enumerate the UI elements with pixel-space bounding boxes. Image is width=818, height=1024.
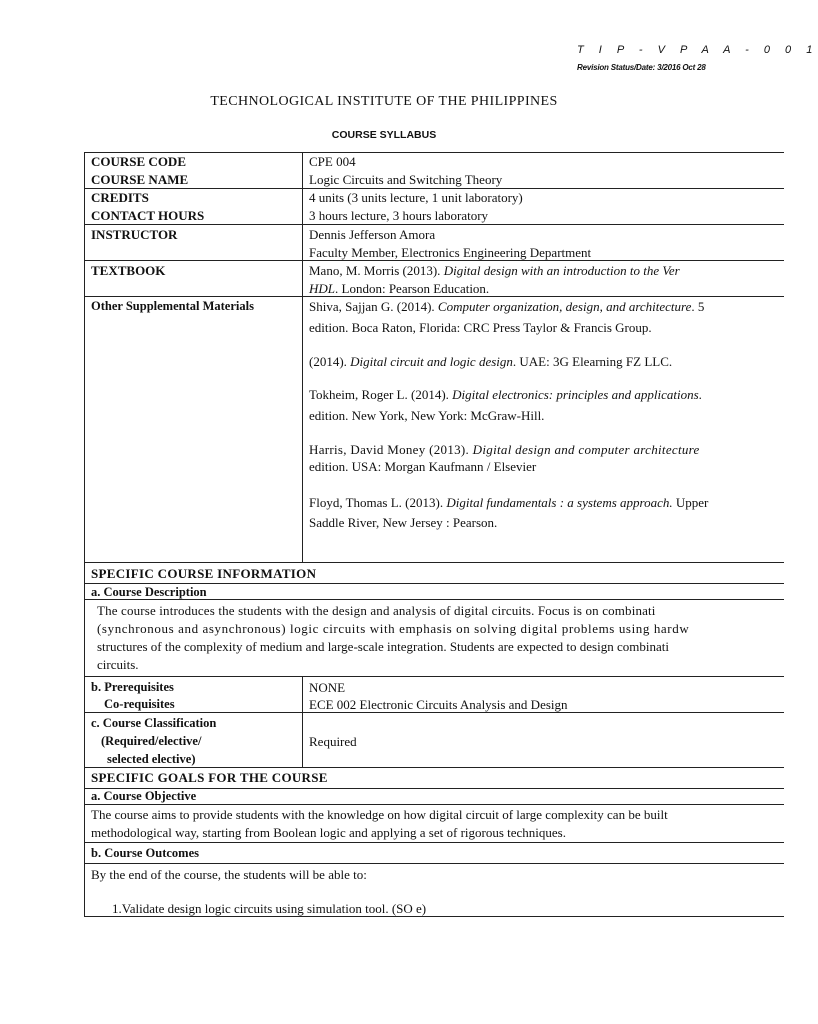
- ref-title: Computer organization, design, and architecture: [437, 299, 692, 314]
- supplemental-ref-5: [309, 494, 708, 511]
- supplemental-ref-5-cont: Saddle River, New Jersey : Pearson.: [309, 515, 498, 530]
- document-title: COURSE SYLLABUS: [331, 129, 437, 141]
- ref-author: Floyd, Thomas L. (2013).: [309, 495, 444, 510]
- credits-label: CREDITS: [91, 190, 149, 205]
- supplemental-ref-3: [309, 386, 702, 403]
- classification-label: c. Course Classification: [91, 716, 217, 730]
- supplemental-ref-2: [309, 353, 672, 370]
- textbook-label: TEXTBOOK: [91, 263, 166, 278]
- ref-tail: Upper: [672, 495, 709, 510]
- course-code-value: CPE 004: [309, 154, 356, 169]
- table-rule: [84, 842, 784, 843]
- course-objective-label: a. Course Objective: [91, 789, 197, 803]
- contact-hours-label: CONTACT HOURS: [91, 208, 205, 223]
- supplemental-ref-4: [309, 441, 700, 458]
- ref-title: Digital design and computer architecture: [472, 442, 700, 457]
- textbook-title-cont: HDL: [309, 281, 336, 296]
- instructor-name: Dennis Jefferson Amora: [309, 227, 436, 242]
- corequisites-label: Co-requisites: [104, 697, 175, 711]
- revision-status: Revision Status/Date: 3/2016 Oct 28: [577, 63, 706, 72]
- course-objective-line: The course aims to provide students with the knowledge on how digital circuit of large complexity can be built: [91, 807, 668, 822]
- course-outcomes-label: b. Course Outcomes: [91, 846, 199, 860]
- course-description-line: circuits.: [97, 657, 139, 672]
- course-code-label: COURSE CODE: [91, 154, 186, 169]
- ref-author: Shiva, Sajjan G. (2014).: [309, 299, 435, 314]
- form-code: T I P - V P A A - 0 0 1: [577, 44, 818, 56]
- table-rule: [84, 676, 784, 677]
- course-description-label: a. Course Description: [91, 585, 207, 599]
- ref-author: Harris, David Money (2013).: [309, 442, 470, 457]
- ref-title: Digital fundamentals : a systems approach.: [446, 495, 673, 510]
- outcomes-intro: By the end of the course, the students will be able to:: [91, 867, 367, 882]
- ref-year: (2014).: [309, 354, 347, 369]
- supplemental-ref-3-cont: edition. New York, New York: McGraw-Hill.: [309, 408, 545, 423]
- course-description-line: The course introduces the students with the design and analysis of digital circuits. Focus is on combinati: [97, 603, 656, 618]
- outcome-item: 1.Validate design logic circuits using simulation tool. (SO e): [112, 901, 427, 916]
- prerequisites-value: NONE: [309, 680, 346, 695]
- credits-value: 4 units (3 units lecture, 1 unit laboratory): [309, 190, 523, 205]
- table-rule: [84, 863, 784, 864]
- ref-tail: .: [698, 387, 702, 402]
- textbook-line-2: [309, 280, 489, 297]
- ref-author: Tokheim, Roger L. (2014).: [309, 387, 449, 402]
- course-description-line: structures of the complexity of medium and large-scale integration. Students are expected to design combinati: [97, 639, 669, 654]
- textbook-line-1: [309, 262, 680, 279]
- instructor-position: Faculty Member, Electronics Engineering Department: [309, 245, 592, 260]
- column-divider: [302, 152, 303, 562]
- table-rule: [84, 562, 784, 563]
- supplemental-ref-1-cont: edition. Boca Raton, Florida: CRC Press Taylor & Francis Group.: [309, 320, 652, 335]
- ref-publisher: . UAE: 3G Elearning FZ LLC.: [512, 354, 673, 369]
- table-border-left: [84, 152, 85, 917]
- goals-heading: SPECIFIC GOALS FOR THE COURSE: [91, 770, 328, 785]
- supplemental-ref-4-cont: edition. USA: Morgan Kaufmann / Elsevier: [309, 459, 537, 474]
- supplemental-ref-1: [309, 298, 704, 315]
- table-rule: [84, 152, 784, 153]
- textbook-author: Mano, M. Morris (2013).: [309, 263, 441, 278]
- instructor-label: INSTRUCTOR: [91, 227, 178, 242]
- ref-title: Digital circuit and logic design: [350, 354, 513, 369]
- course-name-label: COURSE NAME: [91, 172, 189, 187]
- classification-label-cont: selected elective): [107, 752, 196, 766]
- classification-label-cont: (Required/elective/: [101, 734, 202, 748]
- course-objective-line: methodological way, starting from Boolean logic and applying a set of rigorous techniques.: [91, 825, 566, 840]
- ref-title: Digital electronics: principles and applications: [452, 387, 699, 402]
- textbook-title: Digital design with an introduction to the Ver: [443, 263, 680, 278]
- contact-hours-value: 3 hours lecture, 3 hours laboratory: [309, 208, 489, 223]
- classification-value: Required: [309, 734, 357, 749]
- prerequisites-label: b. Prerequisites: [91, 680, 174, 694]
- ref-tail: . 5: [691, 299, 705, 314]
- corequisites-value: ECE 002 Electronic Circuits Analysis and Design: [309, 697, 568, 712]
- table-rule: [84, 224, 784, 225]
- specific-info-heading: SPECIFIC COURSE INFORMATION: [91, 566, 317, 581]
- course-description-line: (synchronous and asynchronous) logic circuits with emphasis on solving digital problems using hardw: [97, 621, 690, 636]
- supplemental-label: Other Supplemental Materials: [91, 299, 254, 313]
- institution-name: TECHNOLOGICAL INSTITUTE OF THE PHILIPPINES: [210, 94, 558, 109]
- textbook-publisher: . London: Pearson Education.: [335, 281, 490, 296]
- course-name-value: Logic Circuits and Switching Theory: [309, 172, 503, 187]
- column-divider: [302, 676, 303, 767]
